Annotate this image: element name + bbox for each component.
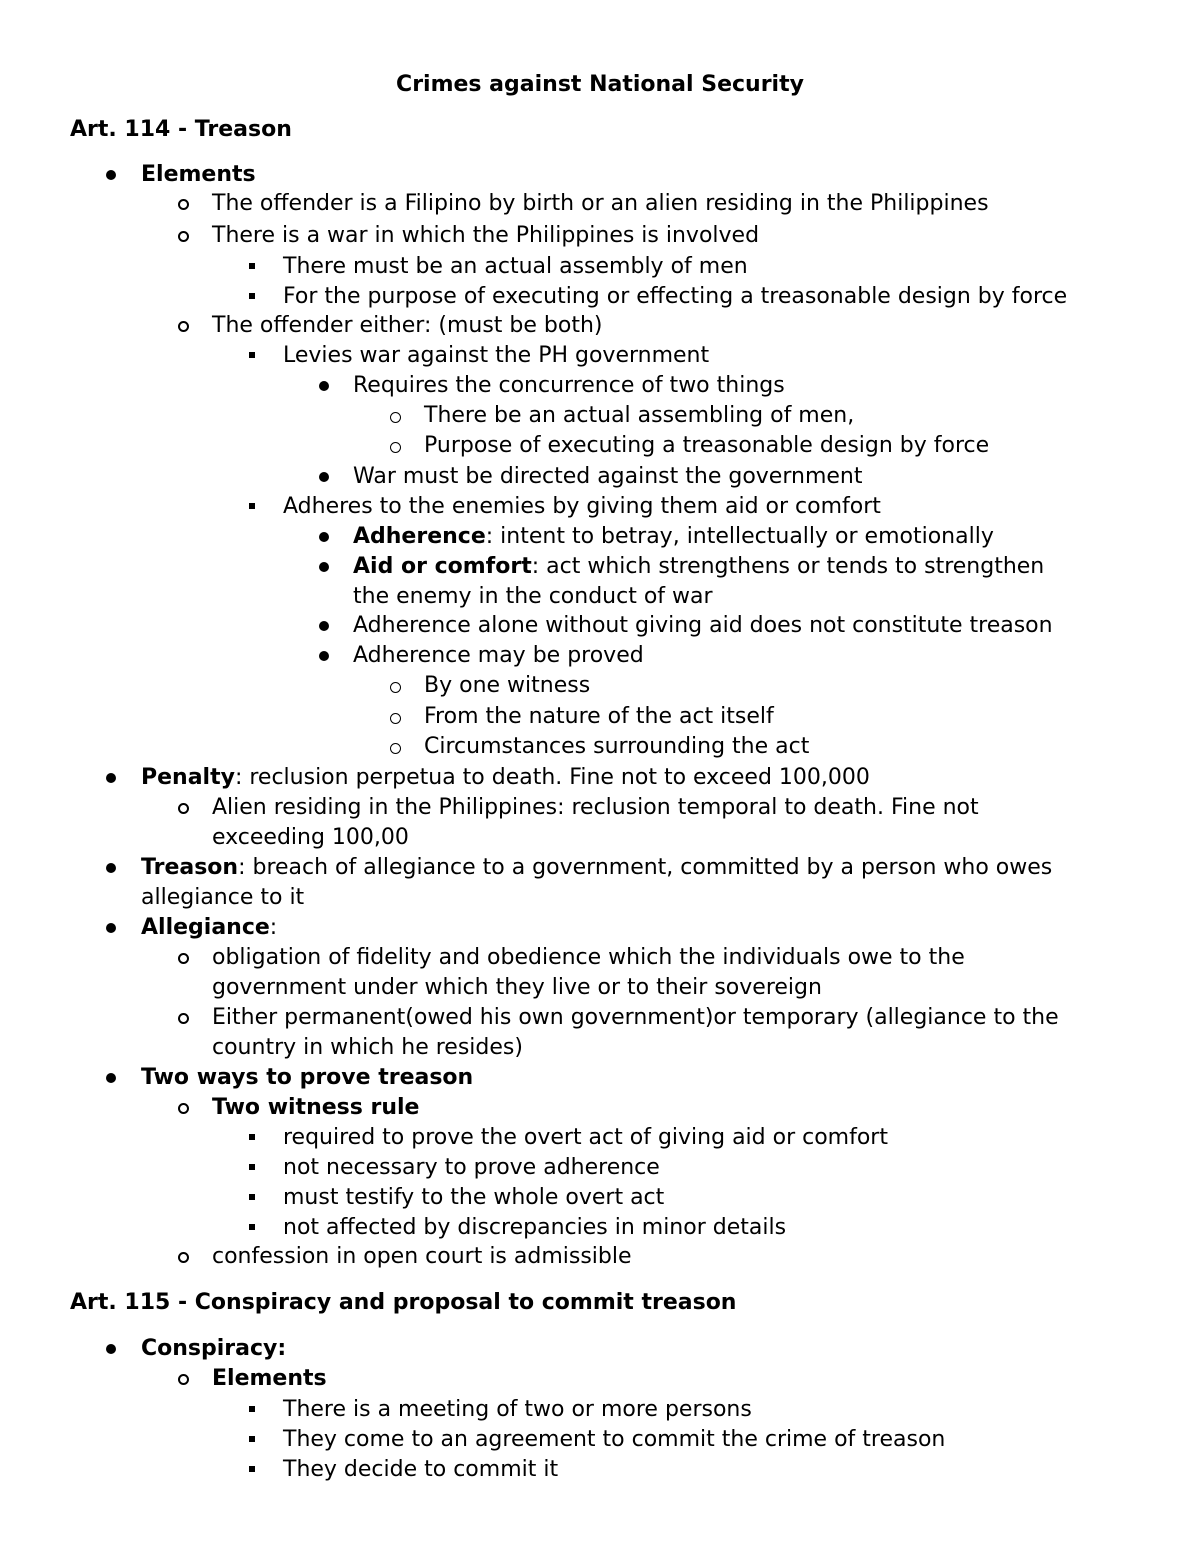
item-text: : bbox=[269, 915, 278, 940]
list-item bbox=[0, 431, 1200, 461]
square-bullet-icon bbox=[249, 293, 255, 299]
list-item-text bbox=[141, 913, 277, 943]
list-item-continuation bbox=[0, 883, 1200, 913]
list-item-text bbox=[283, 282, 1067, 312]
item-text: There must be an actual assembly of men bbox=[283, 254, 748, 279]
list-item bbox=[0, 282, 1200, 312]
list-item-text bbox=[212, 189, 989, 219]
list-item-text bbox=[283, 1183, 664, 1213]
list-item-text bbox=[141, 1334, 286, 1364]
list-item bbox=[0, 732, 1200, 762]
list-item-text bbox=[141, 853, 1052, 883]
circle-bullet-icon bbox=[178, 1252, 189, 1263]
bold-term: Elements bbox=[212, 1366, 327, 1391]
list-item-text bbox=[212, 311, 602, 341]
list-item-text bbox=[141, 763, 870, 793]
list-item-text bbox=[212, 973, 822, 1003]
list-item bbox=[0, 189, 1200, 219]
list-item-text bbox=[353, 371, 785, 401]
list-item-text bbox=[212, 1364, 327, 1394]
list-item bbox=[0, 1153, 1200, 1183]
list-item bbox=[0, 702, 1200, 732]
list-item-text bbox=[283, 1153, 660, 1183]
page-title: Crimes against National Security bbox=[396, 72, 804, 97]
disc-bullet-icon bbox=[106, 923, 116, 933]
list-item-text bbox=[141, 160, 256, 190]
circle-bullet-icon bbox=[178, 803, 189, 814]
list-item-text bbox=[141, 1063, 473, 1093]
item-text: By one witness bbox=[424, 673, 591, 698]
item-text: They decide to commit it bbox=[283, 1457, 559, 1482]
item-text: The offender is a Filipino by birth or an alien residing in the Philippines bbox=[212, 191, 989, 216]
list-item bbox=[0, 401, 1200, 431]
list-item bbox=[0, 462, 1200, 492]
list-item-continuation bbox=[0, 582, 1200, 612]
item-text: Adherence alone without giving aid does not constitute treason bbox=[353, 613, 1053, 638]
list-item-text bbox=[353, 462, 862, 492]
list-item-text bbox=[424, 431, 989, 461]
item-text: War must be directed against the government bbox=[353, 464, 863, 489]
bold-term: Conspiracy: bbox=[141, 1336, 287, 1361]
circle-bullet-icon bbox=[390, 743, 401, 754]
item-text: must testify to the whole overt act bbox=[283, 1185, 665, 1210]
list-item-text bbox=[141, 883, 304, 913]
list-item-text bbox=[212, 1242, 632, 1272]
item-text: government under which they live or to their sovereign bbox=[212, 975, 822, 1000]
disc-bullet-icon bbox=[106, 863, 116, 873]
square-bullet-icon bbox=[249, 1466, 255, 1472]
list-item-text bbox=[212, 943, 965, 973]
item-text: Purpose of executing a treasonable design by force bbox=[424, 433, 990, 458]
item-text: : reclusion perpetua to death. Fine not to exceed 100,000 bbox=[234, 765, 870, 790]
list-item bbox=[0, 1063, 1200, 1093]
item-text: There be an actual assembling of men, bbox=[424, 403, 855, 428]
list-item bbox=[0, 492, 1200, 522]
item-text: From the nature of the act itself bbox=[424, 704, 774, 729]
list-item bbox=[0, 1334, 1200, 1364]
list-item bbox=[0, 1455, 1200, 1485]
list-item bbox=[0, 1123, 1200, 1153]
item-text: There is a war in which the Philippines is involved bbox=[212, 223, 760, 248]
list-item bbox=[0, 793, 1200, 823]
section-heading-art-115: Art. 115 - Conspiracy and proposal to commit treason bbox=[70, 1290, 737, 1315]
list-item bbox=[0, 943, 1200, 973]
list-item bbox=[0, 763, 1200, 793]
list-item bbox=[0, 671, 1200, 701]
list-item-text bbox=[283, 341, 709, 371]
list-item bbox=[0, 160, 1200, 190]
section-heading-art-114: Art. 114 - Treason bbox=[70, 117, 292, 142]
item-text: Either permanent(owed his own government)or temporary (allegiance to the bbox=[212, 1005, 1059, 1030]
item-text: Levies war against the PH government bbox=[283, 343, 710, 368]
item-text: Adheres to the enemies by giving them aid or comfort bbox=[283, 494, 881, 519]
item-text: They come to an agreement to commit the crime of treason bbox=[283, 1427, 946, 1452]
circle-bullet-icon bbox=[178, 231, 189, 242]
circle-bullet-icon bbox=[178, 321, 189, 332]
bold-term: Aid or comfort bbox=[353, 554, 532, 579]
circle-bullet-icon bbox=[178, 1103, 189, 1114]
list-item-text bbox=[283, 1425, 945, 1455]
square-bullet-icon bbox=[249, 1134, 255, 1140]
circle-bullet-icon bbox=[390, 412, 401, 423]
square-bullet-icon bbox=[249, 1406, 255, 1412]
item-text: There is a meeting of two or more persons bbox=[283, 1397, 752, 1422]
list-item-text bbox=[353, 611, 1053, 641]
item-text: not affected by discrepancies in minor details bbox=[283, 1215, 787, 1240]
list-item bbox=[0, 371, 1200, 401]
square-bullet-icon bbox=[249, 1224, 255, 1230]
item-text: For the purpose of executing or effecting a treasonable design by force bbox=[283, 284, 1068, 309]
list-item-continuation bbox=[0, 1033, 1200, 1063]
list-item-text bbox=[353, 522, 994, 552]
list-item-text bbox=[424, 401, 854, 431]
bold-term: Adherence bbox=[353, 524, 486, 549]
list-item bbox=[0, 913, 1200, 943]
list-item-text bbox=[212, 793, 979, 823]
item-text: the enemy in the conduct of war bbox=[353, 584, 713, 609]
list-item-text bbox=[353, 552, 1044, 582]
list-item-text bbox=[424, 702, 774, 732]
list-item bbox=[0, 221, 1200, 251]
circle-bullet-icon bbox=[178, 953, 189, 964]
list-item bbox=[0, 1003, 1200, 1033]
square-bullet-icon bbox=[249, 263, 255, 269]
square-bullet-icon bbox=[249, 1164, 255, 1170]
list-item-text bbox=[283, 1455, 558, 1485]
item-text: country in which he resides) bbox=[212, 1035, 523, 1060]
item-text: obligation of fidelity and obedience which the individuals owe to the bbox=[212, 945, 965, 970]
square-bullet-icon bbox=[249, 352, 255, 358]
item-text: Requires the concurrence of two things bbox=[353, 373, 785, 398]
item-text: confession in open court is admissible bbox=[212, 1244, 632, 1269]
list-item-text bbox=[424, 732, 809, 762]
disc-bullet-icon bbox=[319, 472, 329, 482]
list-item-text bbox=[353, 582, 713, 612]
bold-term: Two witness rule bbox=[212, 1095, 420, 1120]
list-item-text bbox=[283, 1395, 752, 1425]
bold-term: Allegiance bbox=[141, 915, 270, 940]
disc-bullet-icon bbox=[106, 773, 116, 783]
disc-bullet-icon bbox=[106, 1344, 116, 1354]
list-item bbox=[0, 1242, 1200, 1272]
list-item-text bbox=[212, 221, 759, 251]
list-item bbox=[0, 1093, 1200, 1123]
list-item-text bbox=[353, 641, 644, 671]
disc-bullet-icon bbox=[319, 621, 329, 631]
item-text: allegiance to it bbox=[141, 885, 305, 910]
circle-bullet-icon bbox=[178, 1013, 189, 1024]
item-text: The offender either: (must be both) bbox=[212, 313, 603, 338]
list-item-text bbox=[212, 823, 409, 853]
circle-bullet-icon bbox=[178, 1374, 189, 1385]
disc-bullet-icon bbox=[319, 562, 329, 572]
bold-term: Two ways to prove treason bbox=[141, 1065, 474, 1090]
list-item bbox=[0, 252, 1200, 282]
bold-term: Treason bbox=[141, 855, 239, 880]
item-text: exceeding 100,00 bbox=[212, 825, 409, 850]
disc-bullet-icon bbox=[106, 170, 116, 180]
list-item-text bbox=[283, 1123, 888, 1153]
item-text: required to prove the overt act of giving aid or comfort bbox=[283, 1125, 888, 1150]
list-item-text bbox=[212, 1033, 523, 1063]
list-item-continuation bbox=[0, 823, 1200, 853]
list-item bbox=[0, 641, 1200, 671]
list-item bbox=[0, 1364, 1200, 1394]
list-item-text bbox=[212, 1003, 1059, 1033]
bold-term: Penalty bbox=[141, 765, 235, 790]
item-text: : act which strengthens or tends to strengthen bbox=[531, 554, 1045, 579]
item-text: not necessary to prove adherence bbox=[283, 1155, 660, 1180]
item-text: Circumstances surrounding the act bbox=[424, 734, 810, 759]
disc-bullet-icon bbox=[319, 532, 329, 542]
list-item bbox=[0, 1183, 1200, 1213]
list-item-text bbox=[283, 1213, 786, 1243]
circle-bullet-icon bbox=[178, 199, 189, 210]
circle-bullet-icon bbox=[390, 442, 401, 453]
list-item bbox=[0, 611, 1200, 641]
circle-bullet-icon bbox=[390, 682, 401, 693]
disc-bullet-icon bbox=[319, 651, 329, 661]
item-text: : intent to betray, intellectually or emotionally bbox=[485, 524, 994, 549]
list-item bbox=[0, 552, 1200, 582]
item-text: Adherence may be proved bbox=[353, 643, 644, 668]
list-item bbox=[0, 853, 1200, 883]
list-item bbox=[0, 522, 1200, 552]
list-item-text bbox=[283, 252, 748, 282]
list-item-text bbox=[424, 671, 590, 701]
square-bullet-icon bbox=[249, 1436, 255, 1442]
list-item bbox=[0, 341, 1200, 371]
item-text: Alien residing in the Philippines: reclusion temporal to death. Fine not bbox=[212, 795, 979, 820]
list-item bbox=[0, 1395, 1200, 1425]
square-bullet-icon bbox=[249, 1194, 255, 1200]
item-text: : breach of allegiance to a government, committed by a person who owes bbox=[238, 855, 1053, 880]
list-item-continuation bbox=[0, 973, 1200, 1003]
disc-bullet-icon bbox=[319, 381, 329, 391]
square-bullet-icon bbox=[249, 503, 255, 509]
list-item bbox=[0, 311, 1200, 341]
list-item-text bbox=[212, 1093, 419, 1123]
list-item bbox=[0, 1425, 1200, 1455]
circle-bullet-icon bbox=[390, 713, 401, 724]
list-item bbox=[0, 1213, 1200, 1243]
list-item-text bbox=[283, 492, 881, 522]
bold-term: Elements bbox=[141, 162, 256, 187]
disc-bullet-icon bbox=[106, 1073, 116, 1083]
